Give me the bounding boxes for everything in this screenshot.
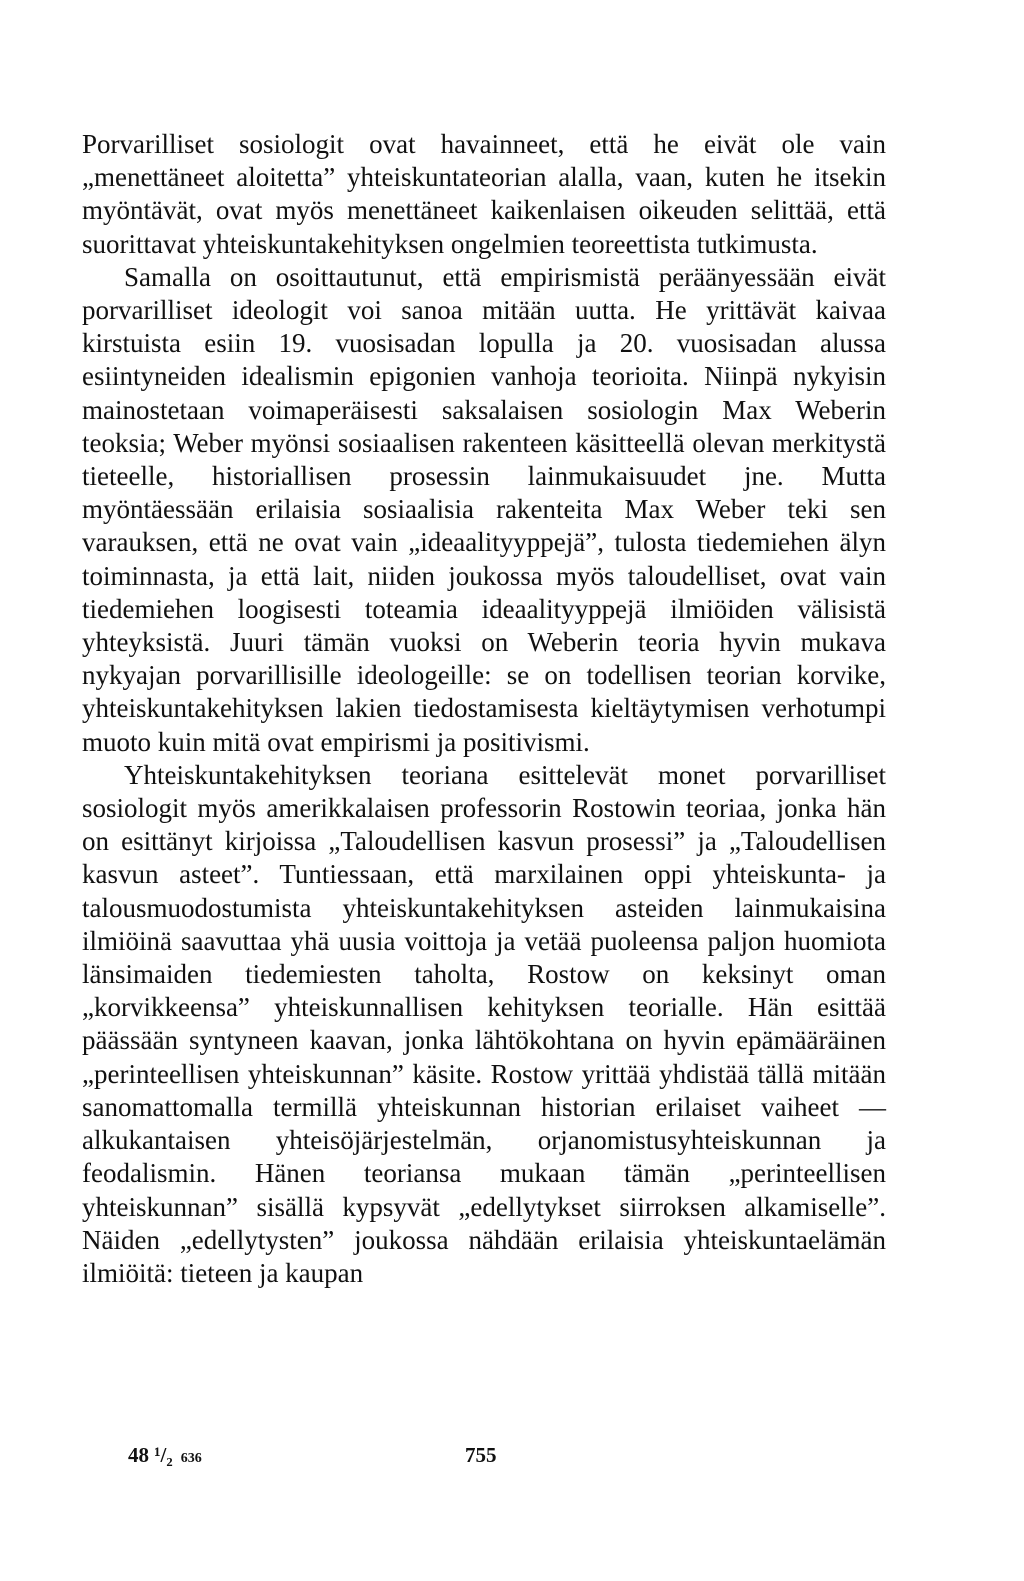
paragraph-3: Yhteiskuntakehityksen teoriana esittelevät monet porvarilliset sosiologit myös amerikkalaisen professorin Rostowin teoriaa, jonka hän on esittänyt kirjoissa „Taloudellisen kasvun prosessi” ja „Taloudellisen kasvun asteet”. Tuntiessaan, että marxilainen oppi yhteiskunta- ja talousmuodostumista yhteiskuntakehityksen asteiden lainmukaisina ilmiöinä saavuttaa yhä uusia voittoja ja vetää puoleensa paljon huomiota länsimaiden tiedemiesten taholta, Rostow on keksinyt oman „korvikkeensa” yhteiskunnallisen kehityksen teorialle. Hän esittää päässään syntyneen kaavan, jonka lähtökohtana on hyvin epämääräinen „perinteellisen yhteiskunnan” käsite. Rostow yrittää yhdistää tällä mitään sanomattomalla termillä yhteiskunnan historian erilaiset vaiheet — alkukantaisen yhteisöjärjestelmän, orjanomistusyhteiskunnan ja feodalismin. Hänen teoriansa mukaan tämän „perinteellisen yhteiskunnan” sisällä kypsyvät „edellytykset siirroksen alkamiselle”. Näiden „edellytysten” joukossa nähdään erilaisia yhteiskuntaelämän ilmiöitä: tieteen ja kaupan [82,759,886,1288]
signature-main: 48 ¹/₂ [128,1443,173,1467]
paragraph-2: Samalla on osoittautunut, että empirismistä peräänyessään eivät porvarilliset ideologit voi sanoa mitään uutta. He yrittävät kaivaa kirstuista esiin 19. vuosisadan lopulla ja 20. vuosisadan alussa esiintyneiden idealismin epigonien vanhoja teorioita. Niinpä nykyisin mainostetaan voimaperäisesti saksalaisen sosiologin Max Weberin teoksia; Weber myönsi sosiaalisen rakenteen käsitteellä olevan merkitystä tieteelle, historiallisen prosessin lainmukaisuudet jne. Mutta myöntäessään erilaisia sosiaalisia rakenteita Max Weber teki sen varauksen, että ne ovat vain „ideaalityyppejä”, tulosta tiedemiehen älyn toiminnasta, ja että lait, niiden joukossa myös taloudelliset, ovat vain tiedemiehen loogisesti toteamia ideaalityyppejä ilmiöiden välisistä yhteyksistä. Juuri tämän vuoksi on Weberin teoria hyvin mukava nykyajan porvarillisille ideologeille: se on todellisen teorian korvike, yhteiskuntakehityksen lakien tiedostamisesta kieltäytymisen verhotumpi muoto kuin mitä ovat empirismi ja positivismi. [82,261,886,757]
page-text [82,128,886,1290]
signature-small: 636 [180,1451,202,1466]
paragraph-1: Porvarilliset sosiologit ovat havainneet, että he eivät ole vain „menettäneet aloitetta” yhteiskuntateorian alalla, vaan, kuten he itsekin myöntävät, ovat myös menettäneet kaikenlaisen oikeuden selittää, että suorittavat yhteiskuntakehityksen ongelmien teoreettista tutkimusta. [82,129,886,259]
printer-signature [128,1443,202,1468]
page-number: 755 [465,1443,497,1467]
